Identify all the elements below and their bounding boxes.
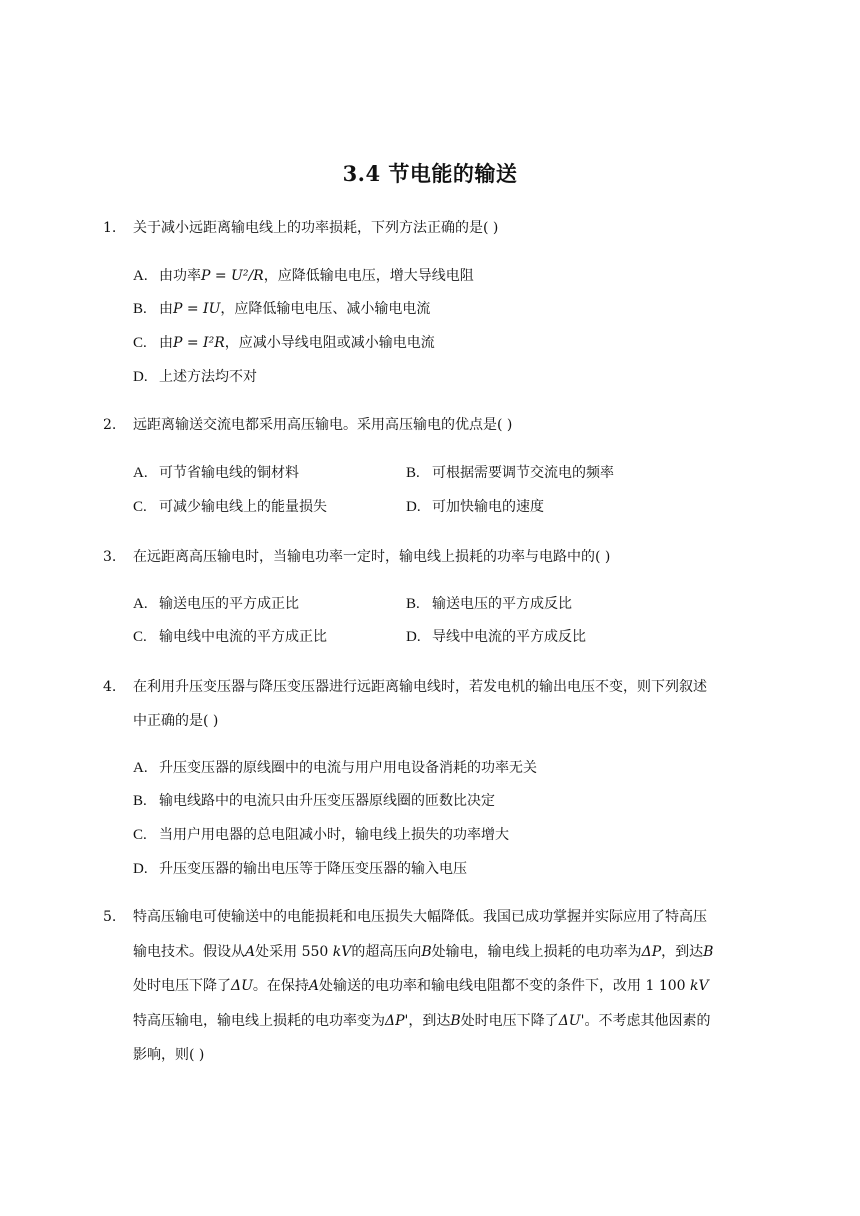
question-5 bbox=[103, 900, 763, 1073]
option-3b: B. 输送电压的平方成反比 bbox=[406, 596, 572, 612]
question-stem-line: 中正确的是( ) bbox=[133, 713, 219, 729]
question-number: 1. bbox=[103, 220, 117, 236]
option-1a: A. 由功率P = U²/R，应降低输电电压，增大导线电阻 bbox=[133, 268, 474, 284]
question-stem-line: 特高压输电，输电线上损耗的电功率变为ΔP'，到达B处时电压下降了ΔU'。不考虑其他因素的 bbox=[133, 1012, 711, 1029]
option-1d: D. 上述方法均不对 bbox=[133, 369, 257, 385]
question-stem-line: 影响，则( ) bbox=[133, 1047, 205, 1063]
option-4b: B. 输电线路中的电流只由升压变压器原线圈的匝数比决定 bbox=[133, 793, 495, 809]
option-1b: B. 由P = IU，应降低输电电压、减小输电电流 bbox=[133, 301, 431, 317]
question-stem-line: 在利用升压变压器与降压变压器进行远距离输电线时，若发电机的输出电压不变，则下列叙述 bbox=[133, 679, 707, 695]
question-stem-line: 输电技术。假设从A处采用 550 kV的超高压向B处输电，输电线上损耗的电功率为ΔP，到达B bbox=[133, 943, 714, 960]
option-4c: C. 当用户用电器的总电阻减小时，输电线上损失的功率增大 bbox=[133, 827, 509, 843]
formula: P = U²/R bbox=[201, 268, 264, 284]
option-3c: C. 输电线中电流的平方成正比 bbox=[133, 629, 327, 645]
question-number: 3. bbox=[103, 549, 117, 565]
question-number: 2. bbox=[103, 417, 117, 433]
option-2b: B. 可根据需要调节交流电的频率 bbox=[406, 465, 614, 481]
option-2a: A. 可节省输电线的铜材料 bbox=[133, 465, 299, 481]
option-3d: D. 导线中电流的平方成反比 bbox=[406, 629, 586, 645]
question-number: 4. bbox=[103, 679, 117, 695]
option-2d: D. 可加快输电的速度 bbox=[406, 499, 544, 515]
question-3 bbox=[103, 540, 763, 574]
question-2 bbox=[103, 408, 763, 442]
option-2c: C. 可减少输电线上的能量损失 bbox=[133, 499, 327, 515]
page-title: 3.4 节电能的输送 bbox=[342, 161, 518, 186]
formula: P = IU bbox=[173, 301, 221, 317]
option-1c: C. 由P = I²R，应减小导线电阻或减小输电电流 bbox=[133, 335, 435, 351]
question-stem-line: 特高压输电可使输送中的电能损耗和电压损失大幅降低。我国已成功掌握并实际应用了特高压 bbox=[133, 909, 707, 925]
formula: P = I²R bbox=[173, 335, 225, 351]
option-4d: D. 升压变压器的输出电压等于降压变压器的输入电压 bbox=[133, 861, 467, 877]
question-stem: 在远距离高压输电时，当输电功率一定时，输电线上损耗的功率与电路中的( ) bbox=[133, 549, 611, 565]
question-1 bbox=[103, 211, 763, 245]
question-number: 5. bbox=[103, 909, 117, 925]
question-stem-line: 处时电压下降了ΔU。在保持A处输送的电功率和输电线电阻都不变的条件下，改用 1 100 kV bbox=[133, 978, 709, 994]
question-4 bbox=[103, 670, 763, 738]
option-4a: A. 升压变压器的原线圈中的电流与用户用电设备消耗的功率无关 bbox=[133, 760, 537, 776]
option-3a: A. 输送电压的平方成正比 bbox=[133, 596, 299, 612]
question-stem: 远距离输送交流电都采用高压输电。采用高压输电的优点是( ) bbox=[133, 417, 513, 433]
question-stem: 关于减小远距离输电线上的功率损耗，下列方法正确的是( ) bbox=[133, 220, 499, 236]
